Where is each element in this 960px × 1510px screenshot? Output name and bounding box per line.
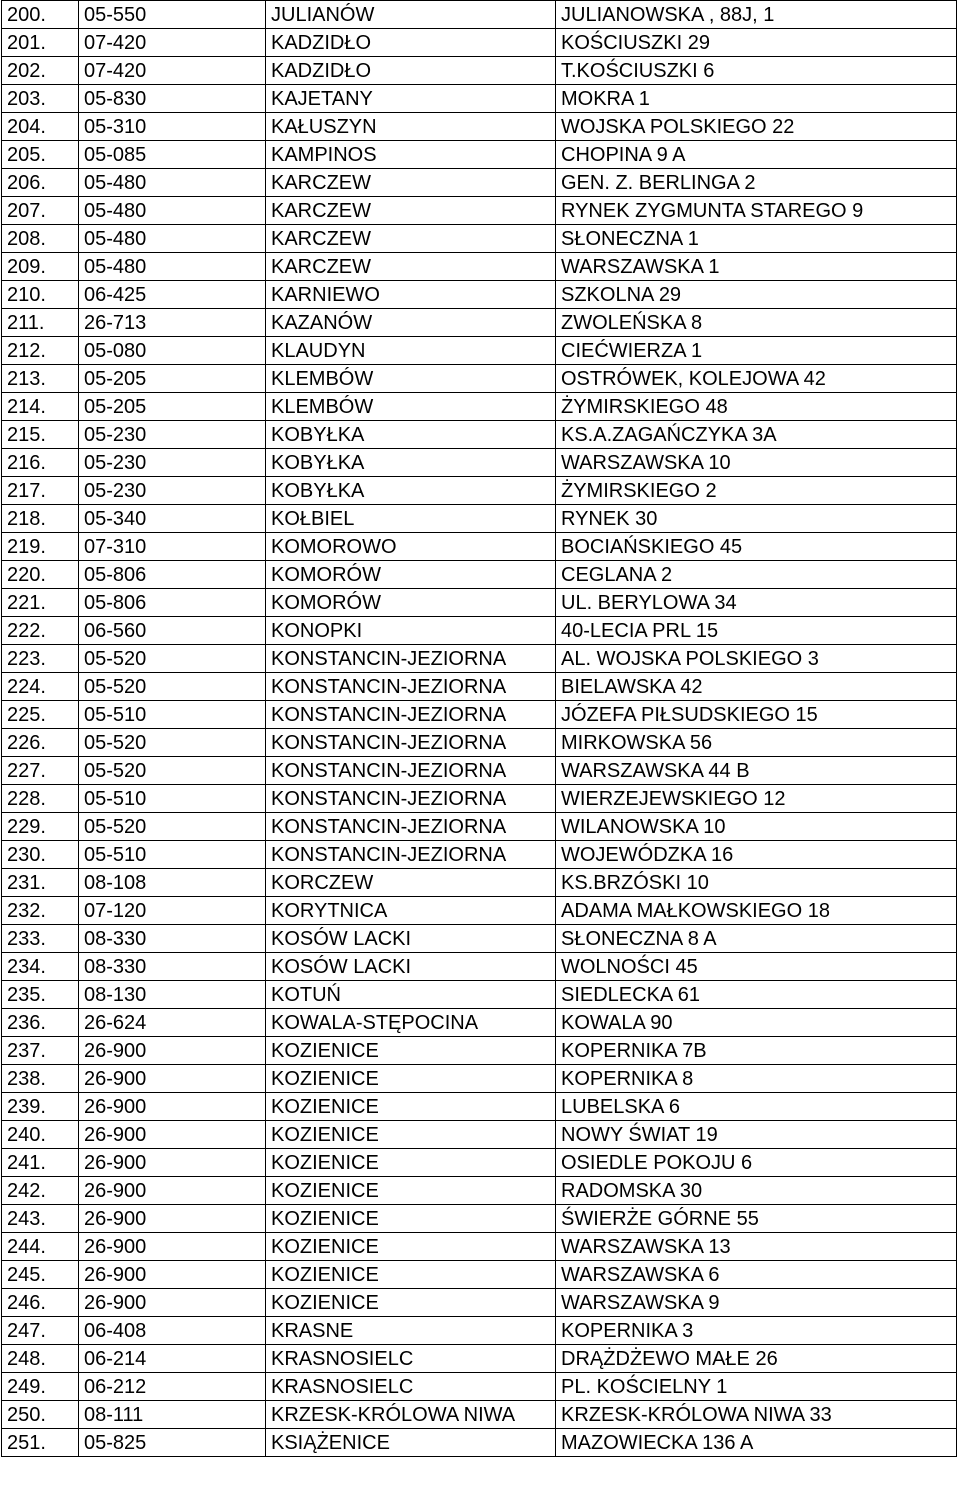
street-address: WARSZAWSKA 1 bbox=[556, 253, 957, 281]
postal-code: 08-111 bbox=[79, 1401, 266, 1429]
postal-code: 26-900 bbox=[79, 1261, 266, 1289]
city-name: KONSTANCIN-JEZIORNA bbox=[266, 841, 556, 869]
table-row bbox=[2, 449, 957, 477]
postal-code: 26-900 bbox=[79, 1093, 266, 1121]
table-row bbox=[2, 421, 957, 449]
row-number: 203. bbox=[2, 85, 79, 113]
postal-code: 08-108 bbox=[79, 869, 266, 897]
row-number: 208. bbox=[2, 225, 79, 253]
city-name: KORYTNICA bbox=[266, 897, 556, 925]
postal-code: 26-900 bbox=[79, 1037, 266, 1065]
street-address: UL. BERYLOWA 34 bbox=[556, 589, 957, 617]
street-address: SŁONECZNA 8 A bbox=[556, 925, 957, 953]
street-address: WARSZAWSKA 6 bbox=[556, 1261, 957, 1289]
street-address: BIELAWSKA 42 bbox=[556, 673, 957, 701]
city-name: KOZIENICE bbox=[266, 1121, 556, 1149]
street-address: WARSZAWSKA 10 bbox=[556, 449, 957, 477]
city-name: KOZIENICE bbox=[266, 1289, 556, 1317]
table-row bbox=[2, 1009, 957, 1037]
table-row bbox=[2, 1429, 957, 1457]
row-number: 223. bbox=[2, 645, 79, 673]
city-name: KAJETANY bbox=[266, 85, 556, 113]
table-row bbox=[2, 505, 957, 533]
city-name: KONOPKI bbox=[266, 617, 556, 645]
address-table bbox=[1, 0, 957, 1457]
postal-code: 05-510 bbox=[79, 841, 266, 869]
row-number: 235. bbox=[2, 981, 79, 1009]
street-address: RYNEK 30 bbox=[556, 505, 957, 533]
postal-code: 05-230 bbox=[79, 477, 266, 505]
postal-code: 05-825 bbox=[79, 1429, 266, 1457]
street-address: RADOMSKA 30 bbox=[556, 1177, 957, 1205]
postal-code: 05-480 bbox=[79, 253, 266, 281]
city-name: KOŁBIEL bbox=[266, 505, 556, 533]
city-name: KONSTANCIN-JEZIORNA bbox=[266, 645, 556, 673]
postal-code: 06-214 bbox=[79, 1345, 266, 1373]
city-name: KLEMBÓW bbox=[266, 393, 556, 421]
table-row bbox=[2, 813, 957, 841]
postal-code: 05-510 bbox=[79, 785, 266, 813]
city-name: KOMORÓW bbox=[266, 561, 556, 589]
postal-code: 05-230 bbox=[79, 421, 266, 449]
street-address: MAZOWIECKA 136 A bbox=[556, 1429, 957, 1457]
street-address: KOŚCIUSZKI 29 bbox=[556, 29, 957, 57]
city-name: KONSTANCIN-JEZIORNA bbox=[266, 813, 556, 841]
row-number: 251. bbox=[2, 1429, 79, 1457]
street-address: ŚWIERŻE GÓRNE 55 bbox=[556, 1205, 957, 1233]
table-row bbox=[2, 533, 957, 561]
row-number: 242. bbox=[2, 1177, 79, 1205]
row-number: 237. bbox=[2, 1037, 79, 1065]
postal-code: 05-510 bbox=[79, 701, 266, 729]
table-row bbox=[2, 1401, 957, 1429]
table-row bbox=[2, 169, 957, 197]
postal-code: 07-420 bbox=[79, 29, 266, 57]
postal-code: 05-480 bbox=[79, 169, 266, 197]
postal-code: 06-560 bbox=[79, 617, 266, 645]
postal-code: 06-408 bbox=[79, 1317, 266, 1345]
table-row bbox=[2, 785, 957, 813]
street-address: KS.BRZÓSKI 10 bbox=[556, 869, 957, 897]
row-number: 236. bbox=[2, 1009, 79, 1037]
table-row bbox=[2, 925, 957, 953]
street-address: PL. KOŚCIELNY 1 bbox=[556, 1373, 957, 1401]
street-address: KS.A.ZAGAŃCZYKA 3A bbox=[556, 421, 957, 449]
table-row bbox=[2, 953, 957, 981]
table-row bbox=[2, 1289, 957, 1317]
table-row bbox=[2, 141, 957, 169]
street-address: T.KOŚCIUSZKI 6 bbox=[556, 57, 957, 85]
city-name: KOMOROWO bbox=[266, 533, 556, 561]
postal-code: 05-205 bbox=[79, 365, 266, 393]
table-row bbox=[2, 225, 957, 253]
row-number: 232. bbox=[2, 897, 79, 925]
city-name: KOZIENICE bbox=[266, 1205, 556, 1233]
row-number: 225. bbox=[2, 701, 79, 729]
city-name: KSIĄŻENICE bbox=[266, 1429, 556, 1457]
postal-code: 26-900 bbox=[79, 1233, 266, 1261]
city-name: KARCZEW bbox=[266, 225, 556, 253]
street-address: SIEDLECKA 61 bbox=[556, 981, 957, 1009]
postal-code: 05-480 bbox=[79, 225, 266, 253]
street-address: 40-LECIA PRL 15 bbox=[556, 617, 957, 645]
city-name: KONSTANCIN-JEZIORNA bbox=[266, 729, 556, 757]
row-number: 204. bbox=[2, 113, 79, 141]
postal-code: 05-550 bbox=[79, 1, 266, 29]
row-number: 248. bbox=[2, 1345, 79, 1373]
row-number: 205. bbox=[2, 141, 79, 169]
postal-code: 07-420 bbox=[79, 57, 266, 85]
table-row bbox=[2, 701, 957, 729]
row-number: 215. bbox=[2, 421, 79, 449]
row-number: 222. bbox=[2, 617, 79, 645]
row-number: 226. bbox=[2, 729, 79, 757]
street-address: ŻYMIRSKIEGO 2 bbox=[556, 477, 957, 505]
row-number: 200. bbox=[2, 1, 79, 29]
row-number: 209. bbox=[2, 253, 79, 281]
street-address: ZWOLEŃSKA 8 bbox=[556, 309, 957, 337]
row-number: 201. bbox=[2, 29, 79, 57]
table-row bbox=[2, 477, 957, 505]
street-address: LUBELSKA 6 bbox=[556, 1093, 957, 1121]
street-address: KOPERNIKA 7B bbox=[556, 1037, 957, 1065]
table-row bbox=[2, 1177, 957, 1205]
city-name: KAZANÓW bbox=[266, 309, 556, 337]
postal-code: 08-130 bbox=[79, 981, 266, 1009]
row-number: 213. bbox=[2, 365, 79, 393]
city-name: KARCZEW bbox=[266, 197, 556, 225]
city-name: KAŁUSZYN bbox=[266, 113, 556, 141]
row-number: 210. bbox=[2, 281, 79, 309]
row-number: 212. bbox=[2, 337, 79, 365]
city-name: KOWALA-STĘPOCINA bbox=[266, 1009, 556, 1037]
row-number: 202. bbox=[2, 57, 79, 85]
row-number: 247. bbox=[2, 1317, 79, 1345]
street-address: WOLNOŚCI 45 bbox=[556, 953, 957, 981]
street-address: WIERZEJEWSKIEGO 12 bbox=[556, 785, 957, 813]
city-name: KRZESK-KRÓLOWA NIWA bbox=[266, 1401, 556, 1429]
city-name: KLEMBÓW bbox=[266, 365, 556, 393]
street-address: SŁONECZNA 1 bbox=[556, 225, 957, 253]
row-number: 244. bbox=[2, 1233, 79, 1261]
street-address: JÓZEFA PIŁSUDSKIEGO 15 bbox=[556, 701, 957, 729]
row-number: 246. bbox=[2, 1289, 79, 1317]
street-address: CIEĆWIERZA 1 bbox=[556, 337, 957, 365]
city-name: KARCZEW bbox=[266, 253, 556, 281]
city-name: KONSTANCIN-JEZIORNA bbox=[266, 757, 556, 785]
table-row bbox=[2, 869, 957, 897]
city-name: KOBYŁKA bbox=[266, 449, 556, 477]
city-name: KOBYŁKA bbox=[266, 421, 556, 449]
table-row bbox=[2, 561, 957, 589]
row-number: 238. bbox=[2, 1065, 79, 1093]
row-number: 233. bbox=[2, 925, 79, 953]
row-number: 217. bbox=[2, 477, 79, 505]
city-name: JULIANÓW bbox=[266, 1, 556, 29]
postal-code: 05-806 bbox=[79, 561, 266, 589]
table-row bbox=[2, 1121, 957, 1149]
city-name: KONSTANCIN-JEZIORNA bbox=[266, 701, 556, 729]
postal-code: 05-520 bbox=[79, 729, 266, 757]
row-number: 218. bbox=[2, 505, 79, 533]
row-number: 250. bbox=[2, 1401, 79, 1429]
city-name: KOBYŁKA bbox=[266, 477, 556, 505]
street-address: KOWALA 90 bbox=[556, 1009, 957, 1037]
postal-code: 26-900 bbox=[79, 1205, 266, 1233]
postal-code: 05-520 bbox=[79, 673, 266, 701]
postal-code: 05-310 bbox=[79, 113, 266, 141]
table-row bbox=[2, 1093, 957, 1121]
table-row bbox=[2, 365, 957, 393]
city-name: KADZIDŁO bbox=[266, 57, 556, 85]
postal-code: 07-310 bbox=[79, 533, 266, 561]
city-name: KOTUŃ bbox=[266, 981, 556, 1009]
street-address: ŻYMIRSKIEGO 48 bbox=[556, 393, 957, 421]
row-number: 230. bbox=[2, 841, 79, 869]
city-name: KOSÓW LACKI bbox=[266, 953, 556, 981]
street-address: WARSZAWSKA 13 bbox=[556, 1233, 957, 1261]
city-name: KONSTANCIN-JEZIORNA bbox=[266, 785, 556, 813]
city-name: KADZIDŁO bbox=[266, 29, 556, 57]
row-number: 221. bbox=[2, 589, 79, 617]
postal-code: 05-085 bbox=[79, 141, 266, 169]
table-row bbox=[2, 1233, 957, 1261]
table-row bbox=[2, 841, 957, 869]
row-number: 207. bbox=[2, 197, 79, 225]
street-address: WARSZAWSKA 44 B bbox=[556, 757, 957, 785]
postal-code: 26-900 bbox=[79, 1177, 266, 1205]
street-address: MOKRA 1 bbox=[556, 85, 957, 113]
street-address: GEN. Z. BERLINGA 2 bbox=[556, 169, 957, 197]
postal-code: 05-080 bbox=[79, 337, 266, 365]
street-address: KRZESK-KRÓLOWA NIWA 33 bbox=[556, 1401, 957, 1429]
row-number: 224. bbox=[2, 673, 79, 701]
table-row bbox=[2, 981, 957, 1009]
row-number: 241. bbox=[2, 1149, 79, 1177]
table-row bbox=[2, 673, 957, 701]
row-number: 234. bbox=[2, 953, 79, 981]
table-row bbox=[2, 57, 957, 85]
row-number: 220. bbox=[2, 561, 79, 589]
table-row bbox=[2, 197, 957, 225]
postal-code: 05-520 bbox=[79, 813, 266, 841]
street-address: CEGLANA 2 bbox=[556, 561, 957, 589]
table-row bbox=[2, 1065, 957, 1093]
table-row bbox=[2, 617, 957, 645]
city-name: KOSÓW LACKI bbox=[266, 925, 556, 953]
table-row bbox=[2, 281, 957, 309]
postal-code: 26-624 bbox=[79, 1009, 266, 1037]
row-number: 245. bbox=[2, 1261, 79, 1289]
city-name: KARNIEWO bbox=[266, 281, 556, 309]
postal-code: 05-520 bbox=[79, 645, 266, 673]
postal-code: 26-900 bbox=[79, 1121, 266, 1149]
city-name: KOZIENICE bbox=[266, 1093, 556, 1121]
table-row bbox=[2, 29, 957, 57]
row-number: 239. bbox=[2, 1093, 79, 1121]
street-address: DRĄŻDŻEWO MAŁE 26 bbox=[556, 1345, 957, 1373]
row-number: 227. bbox=[2, 757, 79, 785]
street-address: WARSZAWSKA 9 bbox=[556, 1289, 957, 1317]
street-address: KOPERNIKA 3 bbox=[556, 1317, 957, 1345]
street-address: BOCIAŃSKIEGO 45 bbox=[556, 533, 957, 561]
postal-code: 07-120 bbox=[79, 897, 266, 925]
table-row bbox=[2, 393, 957, 421]
city-name: KARCZEW bbox=[266, 169, 556, 197]
table-row bbox=[2, 309, 957, 337]
street-address: WOJEWÓDZKA 16 bbox=[556, 841, 957, 869]
street-address: SZKOLNA 29 bbox=[556, 281, 957, 309]
table-row bbox=[2, 1373, 957, 1401]
postal-code: 06-212 bbox=[79, 1373, 266, 1401]
table-row bbox=[2, 113, 957, 141]
city-name: KORCZEW bbox=[266, 869, 556, 897]
table-body bbox=[2, 1, 957, 1457]
street-address: ADAMA MAŁKOWSKIEGO 18 bbox=[556, 897, 957, 925]
street-address: JULIANOWSKA , 88J, 1 bbox=[556, 1, 957, 29]
postal-code: 05-806 bbox=[79, 589, 266, 617]
table-row bbox=[2, 729, 957, 757]
table-row bbox=[2, 1, 957, 29]
street-address: WILANOWSKA 10 bbox=[556, 813, 957, 841]
city-name: KOZIENICE bbox=[266, 1065, 556, 1093]
postal-code: 26-713 bbox=[79, 309, 266, 337]
table-row bbox=[2, 85, 957, 113]
street-address: RYNEK ZYGMUNTA STAREGO 9 bbox=[556, 197, 957, 225]
table-row bbox=[2, 1205, 957, 1233]
street-address: OSIEDLE POKOJU 6 bbox=[556, 1149, 957, 1177]
street-address: AL. WOJSKA POLSKIEGO 3 bbox=[556, 645, 957, 673]
street-address: NOWY ŚWIAT 19 bbox=[556, 1121, 957, 1149]
street-address: KOPERNIKA 8 bbox=[556, 1065, 957, 1093]
row-number: 214. bbox=[2, 393, 79, 421]
row-number: 249. bbox=[2, 1373, 79, 1401]
street-address: WOJSKA POLSKIEGO 22 bbox=[556, 113, 957, 141]
row-number: 206. bbox=[2, 169, 79, 197]
city-name: KOZIENICE bbox=[266, 1233, 556, 1261]
table-row bbox=[2, 757, 957, 785]
city-name: KRASNE bbox=[266, 1317, 556, 1345]
city-name: KRASNOSIELC bbox=[266, 1345, 556, 1373]
row-number: 228. bbox=[2, 785, 79, 813]
row-number: 240. bbox=[2, 1121, 79, 1149]
table-row bbox=[2, 1317, 957, 1345]
street-address: CHOPINA 9 A bbox=[556, 141, 957, 169]
table-row bbox=[2, 1345, 957, 1373]
city-name: KONSTANCIN-JEZIORNA bbox=[266, 673, 556, 701]
postal-code: 05-205 bbox=[79, 393, 266, 421]
row-number: 211. bbox=[2, 309, 79, 337]
postal-code: 05-230 bbox=[79, 449, 266, 477]
street-address: OSTRÓWEK, KOLEJOWA 42 bbox=[556, 365, 957, 393]
city-name: KOZIENICE bbox=[266, 1037, 556, 1065]
postal-code: 08-330 bbox=[79, 925, 266, 953]
table-row bbox=[2, 589, 957, 617]
table-row bbox=[2, 1149, 957, 1177]
postal-code: 26-900 bbox=[79, 1289, 266, 1317]
street-address: MIRKOWSKA 56 bbox=[556, 729, 957, 757]
row-number: 243. bbox=[2, 1205, 79, 1233]
city-name: KOMORÓW bbox=[266, 589, 556, 617]
table-row bbox=[2, 645, 957, 673]
table-row bbox=[2, 337, 957, 365]
row-number: 219. bbox=[2, 533, 79, 561]
city-name: KRASNOSIELC bbox=[266, 1373, 556, 1401]
row-number: 216. bbox=[2, 449, 79, 477]
postal-code: 05-520 bbox=[79, 757, 266, 785]
city-name: KLAUDYN bbox=[266, 337, 556, 365]
table-row bbox=[2, 1261, 957, 1289]
postal-code: 05-480 bbox=[79, 197, 266, 225]
postal-code: 06-425 bbox=[79, 281, 266, 309]
table-row bbox=[2, 253, 957, 281]
city-name: KOZIENICE bbox=[266, 1261, 556, 1289]
city-name: KAMPINOS bbox=[266, 141, 556, 169]
city-name: KOZIENICE bbox=[266, 1177, 556, 1205]
row-number: 229. bbox=[2, 813, 79, 841]
postal-code: 08-330 bbox=[79, 953, 266, 981]
table-row bbox=[2, 897, 957, 925]
row-number: 231. bbox=[2, 869, 79, 897]
postal-code: 26-900 bbox=[79, 1065, 266, 1093]
postal-code: 26-900 bbox=[79, 1149, 266, 1177]
table-row bbox=[2, 1037, 957, 1065]
postal-code: 05-830 bbox=[79, 85, 266, 113]
city-name: KOZIENICE bbox=[266, 1149, 556, 1177]
postal-code: 05-340 bbox=[79, 505, 266, 533]
